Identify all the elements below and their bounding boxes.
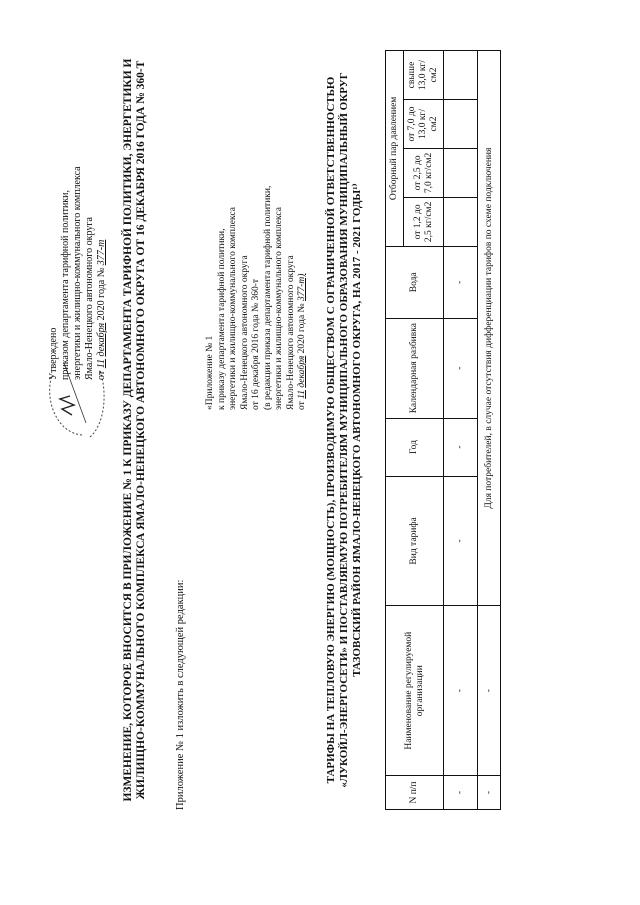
header-type: Вид тарифа <box>386 476 444 606</box>
annex-date-line <box>297 50 309 410</box>
annex-line: «Приложение № 1 <box>205 335 215 410</box>
approval-line: энергетики и жилищно-коммунального комплекса <box>72 166 83 380</box>
annex-line: (в редакции приказа департамента тарифной политики, <box>262 185 273 410</box>
header-calendar: Календарная разбивка <box>386 318 444 418</box>
table-cell <box>444 51 478 100</box>
approval-date-prefix: от <box>96 370 107 380</box>
approval-date-line <box>96 50 108 380</box>
table-cell: - <box>444 476 478 606</box>
header-pressure: от 2,5 до 7,0 кг/см2 <box>404 148 444 197</box>
header-water: Вода <box>386 246 444 318</box>
annex-line: Ямало-Ненецкого автономного округа <box>239 255 250 410</box>
annex-line: энергетики и жилищно-коммунального комплекса <box>274 207 284 410</box>
table-cell: - <box>444 418 478 476</box>
table-row <box>444 51 478 810</box>
approval-line: Утверждено <box>48 327 59 380</box>
table-note: Для потребителей, в случае отсутствия дифференциации тарифов по схеме подключения <box>478 51 501 606</box>
annex-date-day: 11 <box>297 390 307 399</box>
document-title: ИЗМЕНЕНИЕ, КОТОРОЕ ВНОСИТСЯ В ПРИЛОЖЕНИЕ № 1 К ПРИКАЗУ ДЕПАРТАМЕНТА ТАРИФНОЙ ПОЛИТИКИ, ЭНЕРГЕТИКИ И ЖИЛИЩНО-КОММУНАЛЬНОГО КОМПЛЕКСА ЯМАЛО-НЕНЕЦКОГО АВТОНОМНОГО ОКРУГА ОТ 16 ДЕКАБРЯ 2016 ГОДА № 360-Т <box>122 58 147 802</box>
header-pressure: от 1,2 до 2,5 кг/см2 <box>404 197 444 246</box>
annex-line: Ямало-Ненецкого автономного округа <box>285 255 296 410</box>
table-header-row <box>386 51 404 810</box>
table-cell: - <box>444 606 478 776</box>
table-cell: - <box>444 318 478 418</box>
tariff-title: ТАРИФЫ НА ТЕПЛОВУЮ ЭНЕРГИЮ (МОЩНОСТЬ), ПРОИЗВОДИМУЮ ОБЩЕСТВОМ С ОГРАНИЧЕННОЙ ОТВЕТСТВЕННОСТЬЮ «ЛУКОЙЛ-ЭНЕРГОСЕТИ» И ПОСТАВЛЯЕМУЮ ПОТРЕБИТЕЛЯМ МУНИЦИПАЛЬНОГО ОБРАЗОВАНИЯ МУНИЦИПАЛЬНЫЙ ОКРУГ ТАЗОВСКИЙ РАЙОН ЯМАЛО-НЕНЕЦКОГО АВТОНОМНОГО ОКРУГА, НА 2017 - 2021 ГОДЫ¹⁾ <box>325 72 363 788</box>
table-cell: - <box>444 776 478 810</box>
header-year: Год <box>386 418 444 476</box>
table-cell <box>444 100 478 149</box>
table-cell <box>444 197 478 246</box>
rotated-page <box>40 50 630 810</box>
table-cell: - <box>444 246 478 318</box>
header-org: Наименование регулируемой организации <box>386 606 444 776</box>
annex-line: к приказу департамента тарифной политики, <box>216 228 227 410</box>
approval-number: 377-т <box>96 239 107 266</box>
table-cell: - <box>478 606 501 776</box>
table-cell <box>444 148 478 197</box>
approval-date-year: 2020 года № <box>96 267 107 321</box>
approval-date-day: 11 <box>96 358 107 369</box>
table-row <box>478 51 501 810</box>
approval-line: Ямало-Ненецкого автономного округа <box>84 217 95 380</box>
annex-line: от 16 декабря 2016 года № 360-т <box>251 278 261 410</box>
annex-date-prefix: от <box>297 401 307 410</box>
header-pressure: от 7,0 до 13,0 кг/см2 <box>404 100 444 149</box>
annex-number: 377-т) <box>297 273 307 301</box>
approval-block <box>48 50 108 380</box>
annex-date-month: декабря <box>297 355 307 388</box>
header-pressure: свыше 13,0 кг/см2 <box>404 51 444 100</box>
annex-line: энергетики и жилищно-коммунального комплекса <box>228 207 238 410</box>
approval-line: приказом департамента тарифной политики, <box>60 190 71 380</box>
header-num: N п/п <box>386 776 444 810</box>
header-steam: Отборный пар давлением <box>386 51 404 247</box>
annex-block <box>205 50 309 410</box>
intro-text: Приложение № 1 изложить в следующей редакции: <box>175 579 186 810</box>
approval-date-month: декабря <box>96 322 107 357</box>
table-cell: - <box>478 776 501 810</box>
tariff-table <box>385 50 501 810</box>
annex-date-year: 2020 года № <box>297 303 307 354</box>
